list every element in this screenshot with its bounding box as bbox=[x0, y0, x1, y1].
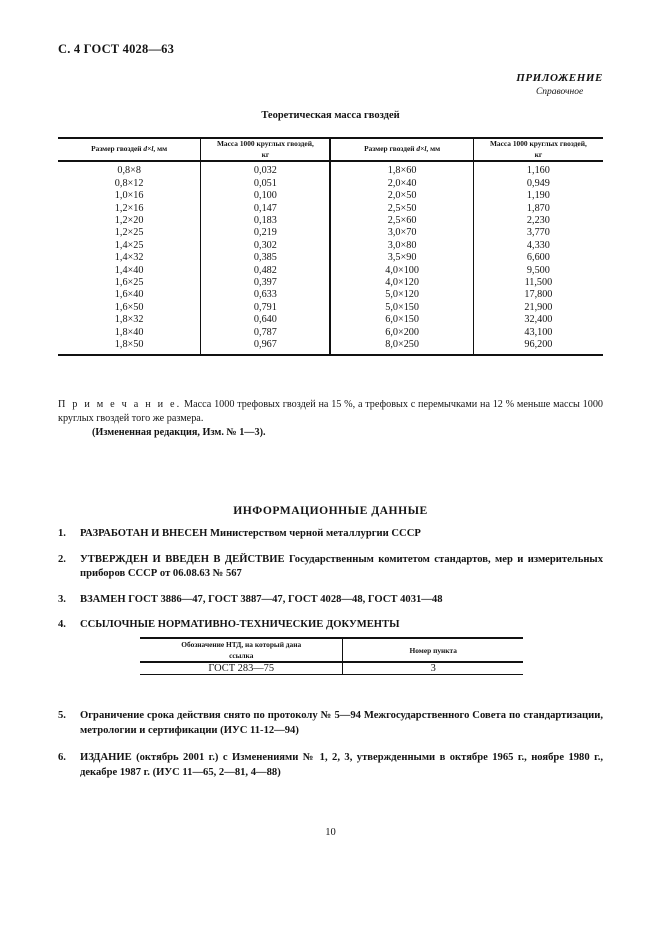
cell-nail-size: 6,0×200 bbox=[330, 327, 473, 339]
table-row bbox=[58, 339, 603, 355]
cell-nail-mass: 1,190 bbox=[473, 190, 603, 202]
table-row bbox=[58, 161, 603, 177]
cell-nail-mass: 6,600 bbox=[473, 252, 603, 264]
header-mass-line1: Масса 1000 круглых гвоздей, bbox=[216, 139, 314, 148]
table-row bbox=[58, 190, 603, 202]
header-mass-line2: кг bbox=[261, 149, 270, 159]
cell-nail-size: 1,0×16 bbox=[114, 190, 144, 202]
mass-table-head bbox=[58, 138, 603, 161]
note-lead: П р и м е ч а н и е. bbox=[58, 399, 182, 410]
info-item bbox=[58, 751, 603, 780]
running-head: С. 4 ГОСТ 4028—63 bbox=[58, 42, 175, 56]
table-row bbox=[58, 265, 603, 277]
table-row bbox=[58, 314, 603, 326]
info-item-text: ВЗАМЕН ГОСТ 3886—47, ГОСТ 3887—47, ГОСТ 4028—48, ГОСТ 4031—48 bbox=[80, 593, 443, 605]
info-item-text: ССЫЛОЧНЫЕ НОРМАТИВНО-ТЕХНИЧЕСКИЕ ДОКУМЕНТЫ bbox=[80, 619, 400, 630]
info-item-number: 3. bbox=[58, 593, 66, 605]
cell-nail-mass: 96,200 bbox=[473, 339, 603, 355]
header-mass-right bbox=[473, 138, 603, 161]
table-row bbox=[58, 227, 603, 239]
cell-clause-number: 3 bbox=[343, 662, 523, 675]
table-bottom-rule bbox=[58, 355, 603, 356]
appendix-subtitle: Справочное bbox=[535, 87, 584, 97]
header-mass-line2-2: кг bbox=[534, 149, 543, 159]
info-item-text: ИЗДАНИЕ (октябрь 2001 г.) с Изменениями № 1, 2, 3, утвержденными в октябре 1965 г., ноябре 1980 г., декабре 1987 г. (ИУС 11—65, 2—81, 4—88) bbox=[80, 752, 603, 778]
cell-nail-mass: 0,385 bbox=[201, 252, 331, 264]
cell-nail-size: 0,8×8 bbox=[117, 165, 141, 177]
cell-nail-size: 0,8×12 bbox=[114, 177, 144, 189]
table-row bbox=[58, 302, 603, 314]
cell-nail-size: 2,0×50 bbox=[330, 190, 473, 202]
header-size-prefix-2: Размер гвоздей bbox=[364, 144, 417, 154]
info-item bbox=[58, 593, 603, 608]
cell-nail-size: 4,0×100 bbox=[330, 265, 473, 277]
cell-nail-mass: 32,400 bbox=[473, 314, 603, 326]
info-section-title: ИНФОРМАЦИОННЫЕ ДАННЫЕ bbox=[233, 504, 428, 517]
header-document-designation bbox=[140, 638, 343, 662]
cell-nail-size: 2,5×60 bbox=[330, 215, 473, 227]
cell-nail-mass: 17,800 bbox=[473, 289, 603, 301]
header-mass-line1-2: Масса 1000 круглых гвоздей, bbox=[489, 139, 587, 148]
cell-nail-size: 1,4×40 bbox=[114, 264, 144, 276]
cell-nail-size: 1,4×32 bbox=[114, 252, 144, 264]
table-row bbox=[58, 203, 603, 215]
table-row bbox=[58, 289, 603, 301]
cell-nail-size: 5,0×120 bbox=[330, 289, 473, 301]
cell-nail-mass: 0,949 bbox=[473, 178, 603, 190]
header-mass-left bbox=[201, 138, 331, 161]
ref-table-head bbox=[140, 638, 523, 662]
cell-nail-size: 2,5×50 bbox=[330, 203, 473, 215]
cell-nail-mass: 0,051 bbox=[201, 178, 331, 190]
cell-nail-size: 1,8×50 bbox=[114, 338, 144, 350]
info-list-top bbox=[58, 527, 603, 644]
info-item bbox=[58, 618, 603, 633]
cell-nail-mass: 9,500 bbox=[473, 265, 603, 277]
cell-nail-mass: 0,100 bbox=[201, 190, 331, 202]
cell-nail-mass: 1,160 bbox=[473, 161, 603, 177]
header-clause-number bbox=[343, 638, 523, 662]
cell-nail-size: 2,0×40 bbox=[330, 178, 473, 190]
header-size-suffix-2: , мм bbox=[426, 144, 441, 154]
page-number: 10 bbox=[325, 827, 336, 838]
cell-nail-size: 1,8×60 bbox=[330, 161, 473, 177]
mass-table-container bbox=[58, 137, 603, 356]
mass-table bbox=[58, 137, 603, 356]
cell-nail-size: 4,0×120 bbox=[330, 277, 473, 289]
info-item-number: 5. bbox=[58, 710, 66, 721]
info-item-number: 2. bbox=[58, 553, 66, 565]
note-text: Масса 1000 трефовых гвоздей на 15 %, а трефовых с перемычками на 12 % меньше массы 1000 круглых гвоздей того же размера. bbox=[58, 399, 604, 425]
cell-nail-size: 1,6×25 bbox=[114, 276, 144, 288]
mass-table-body bbox=[58, 161, 603, 355]
cell-nail-mass: 0,147 bbox=[201, 203, 331, 215]
cell-nail-size: 6,0×150 bbox=[330, 314, 473, 326]
cell-nail-mass: 0,791 bbox=[201, 302, 331, 314]
info-list-bottom bbox=[58, 709, 603, 793]
cell-nail-size: 1,8×40 bbox=[114, 326, 144, 338]
cell-nail-size: 1,2×25 bbox=[114, 227, 144, 239]
bottom-rule-cell bbox=[140, 675, 523, 676]
cell-nail-size: 5,0×150 bbox=[330, 302, 473, 314]
cell-nail-mass: 0,219 bbox=[201, 227, 331, 239]
header-size-prefix: Размер гвоздей bbox=[91, 144, 144, 154]
ref-table-foot bbox=[140, 675, 523, 676]
cell-nail-mass: 11,500 bbox=[473, 277, 603, 289]
header-doc-line2: ссылка bbox=[229, 651, 254, 661]
cell-nail-size: 1,6×40 bbox=[114, 289, 144, 301]
table-row bbox=[58, 178, 603, 190]
info-item bbox=[58, 527, 603, 542]
info-item-number: 6. bbox=[58, 752, 66, 763]
cell-nail-mass: 43,100 bbox=[473, 327, 603, 339]
cell-nail-size: 8,0×250 bbox=[330, 339, 473, 355]
table-row bbox=[58, 240, 603, 252]
info-item-text: Ограничение срока действия снято по протоколу № 5—94 Межгосударственного Совета по стандартизации, метрологии и сертификации (ИУС 11-12—94) bbox=[80, 710, 603, 736]
cell-nail-size: 1,6×50 bbox=[114, 301, 144, 313]
ref-table-container bbox=[140, 637, 523, 675]
info-item-number: 4. bbox=[58, 619, 66, 630]
cell-nail-mass: 0,302 bbox=[201, 240, 331, 252]
appendix-title: ПРИЛОЖЕНИЕ bbox=[516, 72, 603, 84]
appendix-caption bbox=[516, 72, 603, 97]
info-item bbox=[58, 553, 603, 582]
header-size-left bbox=[58, 138, 201, 161]
cell-nail-mass: 0,183 bbox=[201, 215, 331, 227]
info-item-text: УТВЕРЖДЕН И ВВЕДЕН В ДЕЙСТВИЕ Государственным комитетом стандартов, мер и измерительных приборов СССР от 06.08.63 № 567 bbox=[80, 553, 603, 579]
bottom-rule-cell bbox=[58, 355, 603, 356]
cell-nail-mass: 0,787 bbox=[201, 327, 331, 339]
cell-nail-mass: 0,640 bbox=[201, 314, 331, 326]
cell-nail-size: 1,4×25 bbox=[114, 239, 144, 251]
info-item-text: РАЗРАБОТАН И ВНЕСЕН Министерством черной металлургии СССР bbox=[80, 528, 421, 539]
cell-nail-size: 3,5×90 bbox=[330, 252, 473, 264]
cell-nail-mass: 2,230 bbox=[473, 215, 603, 227]
table-row bbox=[58, 252, 603, 264]
header-size-suffix: , мм bbox=[153, 144, 168, 154]
info-item bbox=[58, 709, 603, 738]
header-clause-label: Номер пункта bbox=[409, 645, 457, 655]
cell-nail-mass: 0,967 bbox=[201, 339, 331, 355]
table-row bbox=[140, 662, 523, 675]
table-bottom-rule bbox=[140, 675, 523, 676]
cell-nail-mass: 21,900 bbox=[473, 302, 603, 314]
reference-documents-table bbox=[140, 637, 523, 675]
table-row bbox=[58, 215, 603, 227]
table-header-row bbox=[140, 638, 523, 662]
cell-nail-size: 1,8×32 bbox=[114, 314, 144, 326]
cell-nail-mass: 4,330 bbox=[473, 240, 603, 252]
table-note bbox=[58, 398, 603, 426]
cell-nail-mass: 0,633 bbox=[201, 289, 331, 301]
cell-nail-size: 1,2×20 bbox=[114, 215, 144, 227]
table-row bbox=[58, 327, 603, 339]
cell-nail-size: 3,0×70 bbox=[330, 227, 473, 239]
note-revision: (Измененная редакция, Изм. № 1—3). bbox=[92, 427, 266, 438]
cell-document-designation: ГОСТ 283—75 bbox=[208, 663, 275, 675]
cell-nail-mass: 0,397 bbox=[201, 277, 331, 289]
info-item-number: 1. bbox=[58, 528, 66, 539]
cell-nail-mass: 0,032 bbox=[201, 161, 331, 177]
table-row bbox=[58, 277, 603, 289]
header-size-right bbox=[330, 138, 473, 161]
cell-nail-mass: 0,482 bbox=[201, 265, 331, 277]
table-header-row bbox=[58, 138, 603, 161]
cell-nail-mass: 1,870 bbox=[473, 203, 603, 215]
header-size-variable-2: d×l bbox=[416, 144, 427, 154]
cell-nail-size: 3,0×80 bbox=[330, 240, 473, 252]
mass-table-caption: Теоретическая масса гвоздей bbox=[261, 110, 400, 121]
ref-table-body bbox=[140, 662, 523, 675]
header-size-variable: d×l bbox=[143, 144, 154, 154]
cell-nail-size: 1,2×16 bbox=[114, 202, 144, 214]
header-doc-line1: Обозначение НТД, на который дана bbox=[181, 640, 302, 649]
mass-table-foot bbox=[58, 355, 603, 356]
cell-nail-mass: 3,770 bbox=[473, 227, 603, 239]
